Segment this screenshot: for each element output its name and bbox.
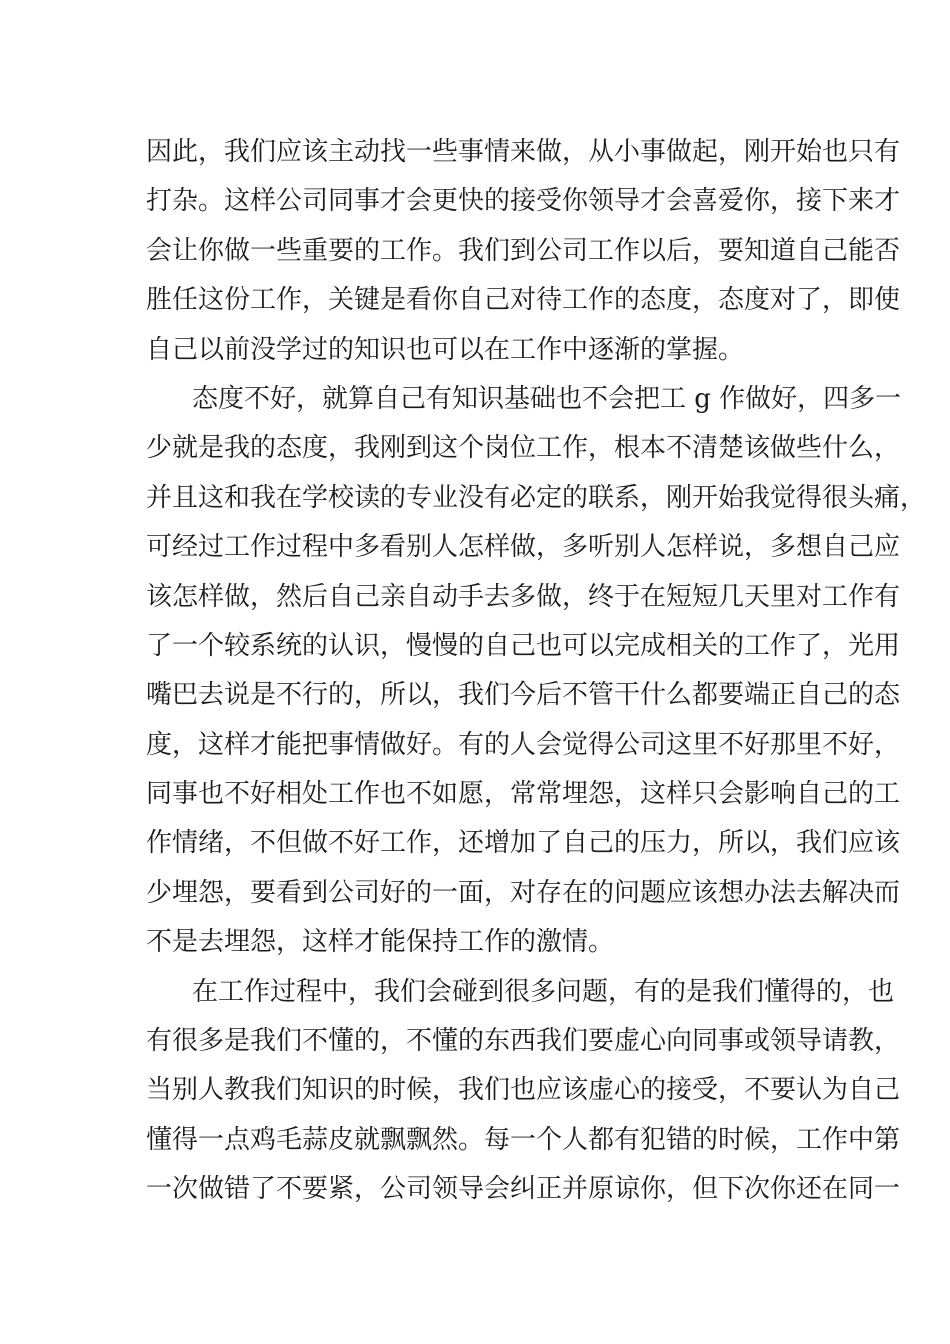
text-line: 同事也不好相处工作也不如愿，常常埋怨，这样只会影响自己的工	[146, 779, 901, 810]
text-line: 作情绪，不但做不好工作，还增加了自己的压力，所以，我们应该	[146, 828, 901, 859]
text-line: 该怎样做，然后自己亲自动手去多做，终于在短短几天里对工作有	[146, 581, 901, 612]
text-line: 不是去埋怨，这样才能保持工作的激情。	[146, 927, 615, 958]
text-line: 胜任这份工作，关键是看你自己对待工作的态度，态度对了，即使	[146, 285, 901, 316]
text-line-paragraph-start: 在工作过程中，我们会碰到很多问题，有的是我们懂得的，也	[192, 976, 895, 1007]
text-line: 可经过工作过程中多看别人怎样做，多听别人怎样说，多想自己应	[146, 532, 901, 563]
text-line: 并且这和我在学校读的专业没有必定的联系，刚开始我觉得很头痛，	[146, 482, 927, 513]
text-line: 当别人教我们知识的时候，我们也应该虚心的接受，不要认为自己	[146, 1075, 901, 1106]
document-body	[146, 128, 927, 1215]
text-line: 自己以前没学过的知识也可以在工作中逐渐的掌握。	[146, 334, 745, 365]
text-line: 因此，我们应该主动找一些事情来做，从小事做起，刚开始也只有	[146, 137, 901, 167]
text-line: 一次做错了不要紧，公司领导会纠正并原谅你，但下次你还在同一	[146, 1174, 901, 1205]
text-line: 懂得一点鸡毛蒜皮就飘飘然。每一个人都有犯错的时候，工作中第	[146, 1124, 901, 1155]
text-line: 少埋怨，要看到公司好的一面，对存在的问题应该想办法去解决而	[146, 877, 901, 908]
text-line: 嘴巴去说是不行的，所以，我们今后不管干什么都要端正自己的态	[146, 680, 901, 711]
text-line: 了一个较系统的认识，慢慢的自己也可以完成相关的工作了，光用	[146, 630, 901, 661]
text-line: 度，这样才能把事情做好。有的人会觉得公司这里不好那里不好，	[146, 729, 901, 760]
text-line: 少就是我的态度，我刚到这个岗位工作，根本不清楚该做些什么，	[146, 433, 901, 464]
text-line: 会让你做一些重要的工作。我们到公司工作以后，要知道自己能否	[146, 235, 901, 266]
text-line: 打杂。这样公司同事才会更快的接受你领导才会喜爱你，接下来才	[146, 186, 901, 217]
text-line: 有很多是我们不懂的，不懂的东西我们要虚心向同事或领导请教，	[146, 1026, 901, 1057]
text-line-paragraph-start: 态度不好，就算自己有知识基础也不会把工 g 作做好，四多一	[192, 383, 902, 414]
